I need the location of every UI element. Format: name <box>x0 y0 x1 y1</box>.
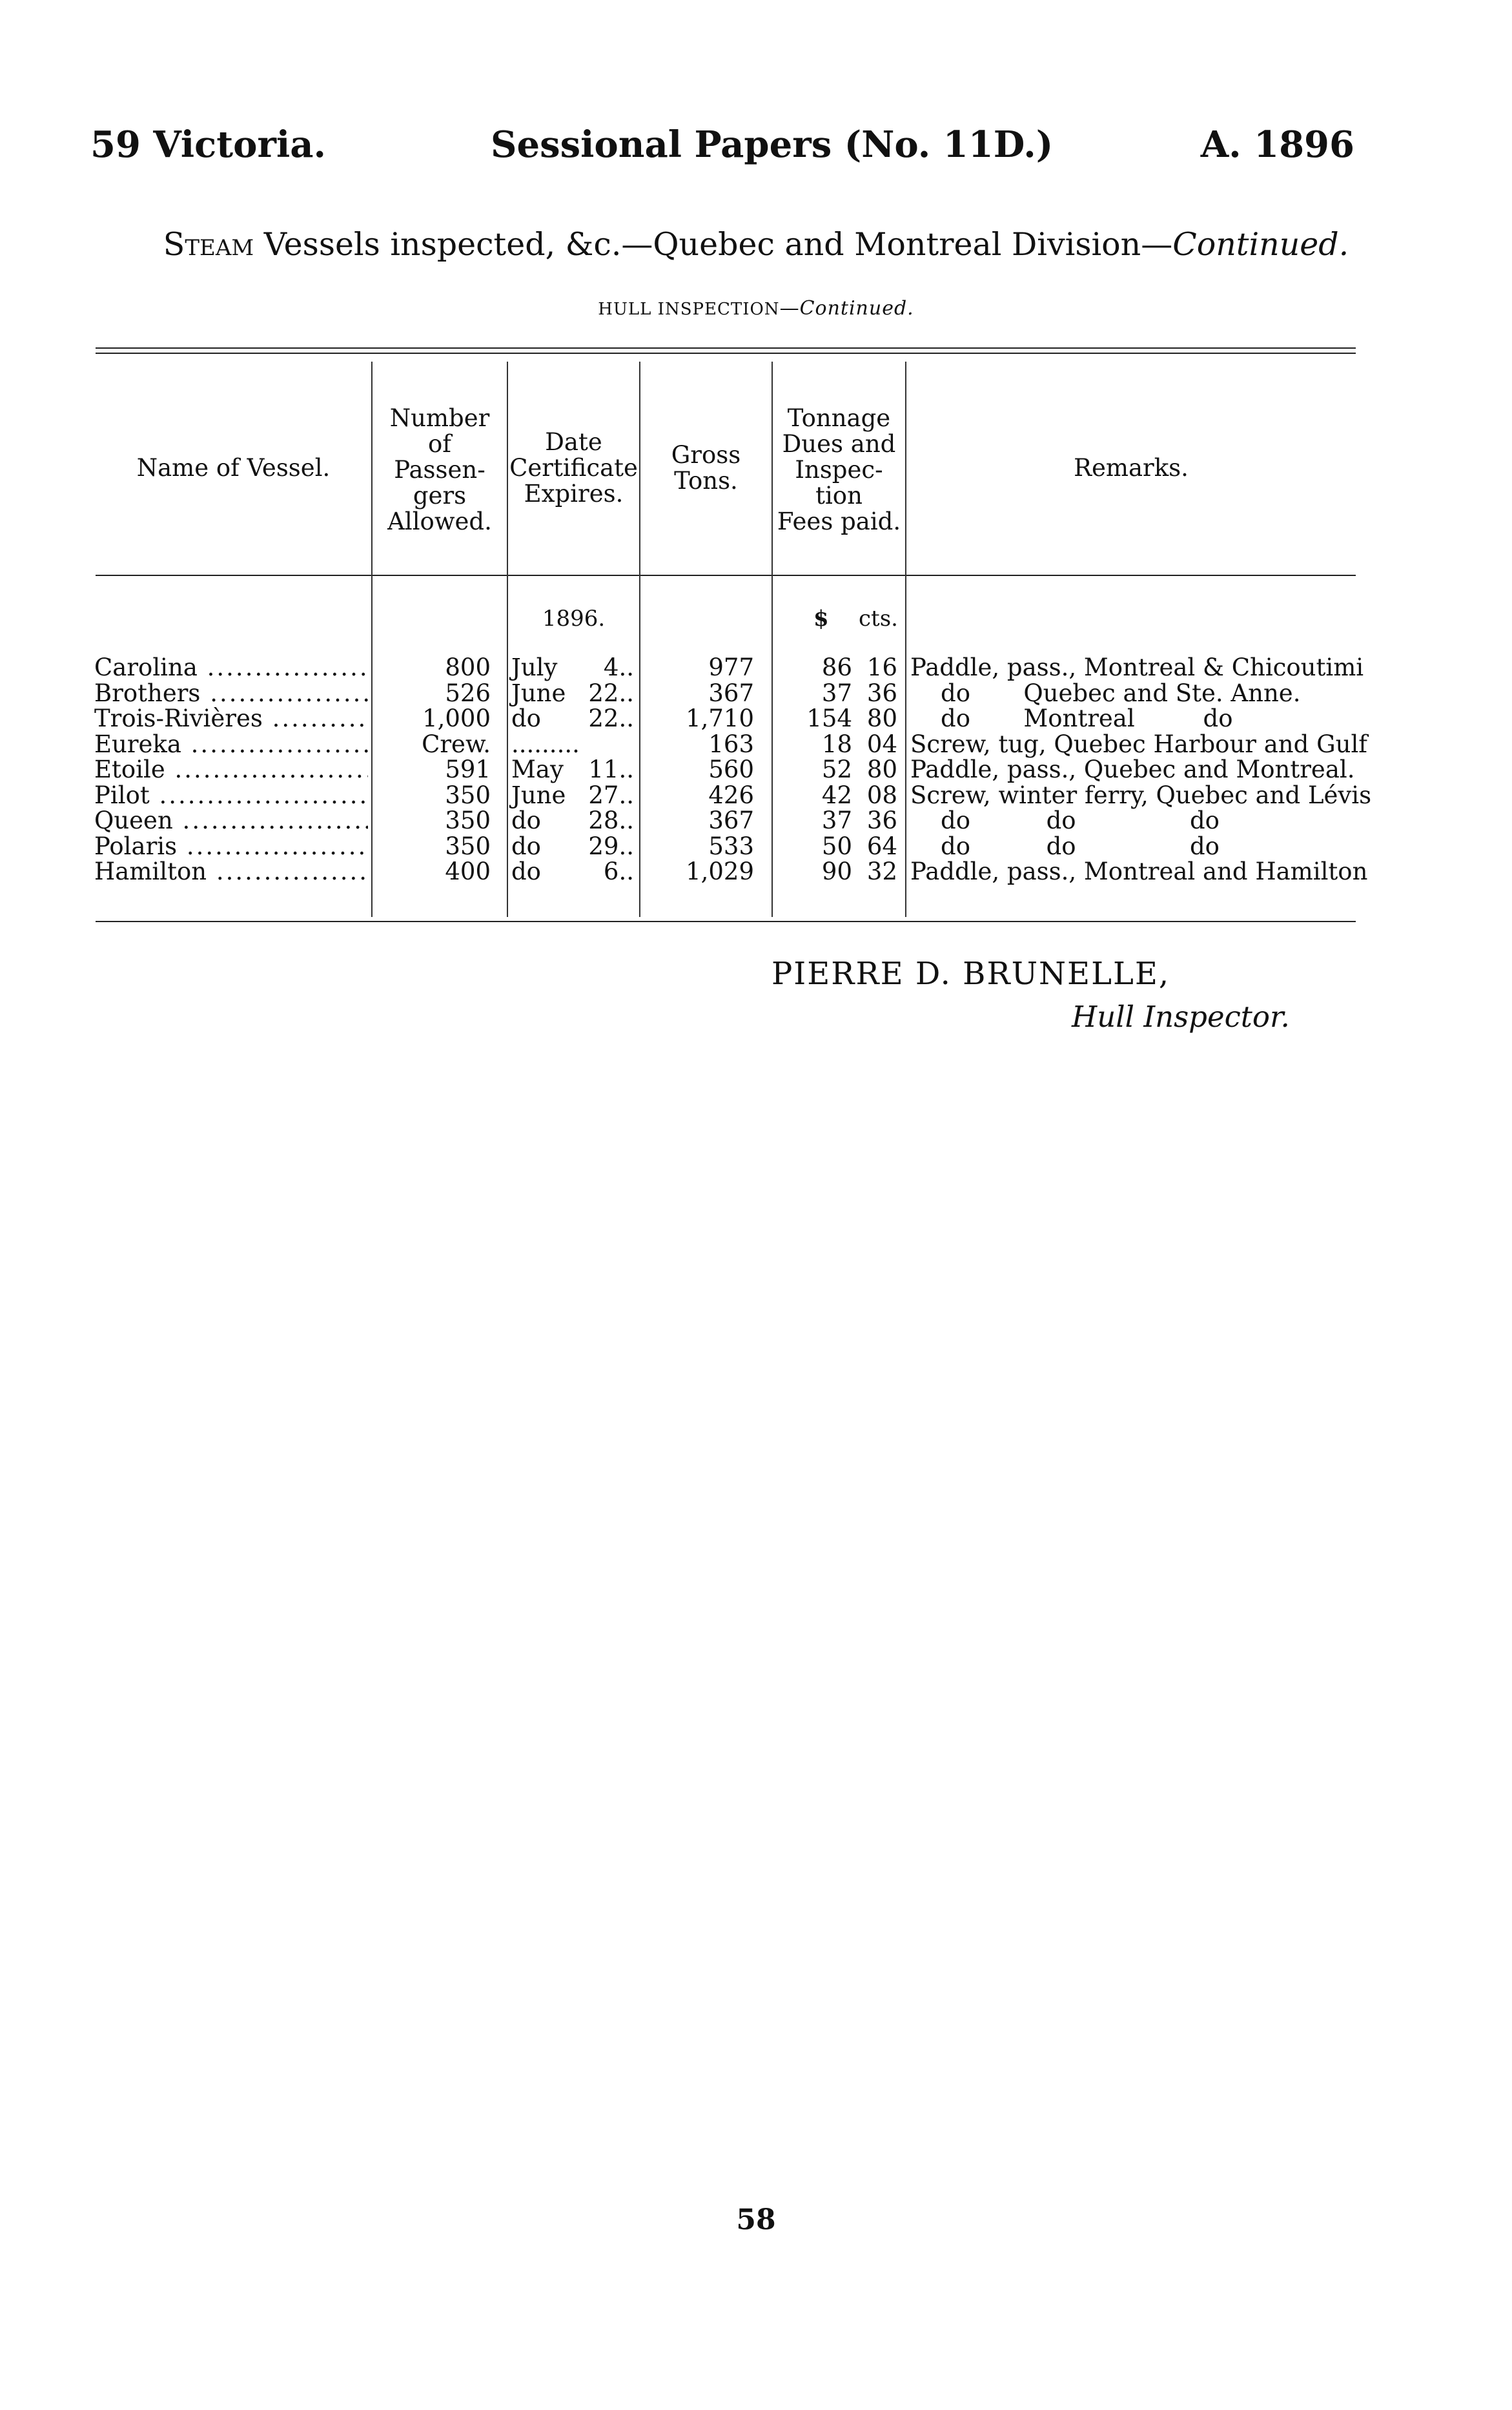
table-row <box>0 732 1512 757</box>
certificate-day: 4.. <box>603 654 634 681</box>
vessel-name-text: Hamilton ..... <box>94 859 368 885</box>
vessel-name-text: Trois-Rivières ..... <box>94 706 368 732</box>
gross-tons: 163 <box>708 730 754 758</box>
remarks-cell: Paddle, pass., Quebec and Montreal. <box>910 756 1355 783</box>
passengers-allowed: 1,000 <box>422 705 491 732</box>
subtitle-sep: — <box>779 297 800 320</box>
passengers-allowed: 350 <box>445 807 491 834</box>
certificate-day: 28.. <box>588 807 634 834</box>
fees-cents: 80 <box>866 756 897 783</box>
page-number: 58 <box>736 2203 776 2236</box>
header-tonnage-dues: Tonnage Dues and Inspec- tion Fees paid. <box>777 404 901 535</box>
fees-dollars: 18 <box>821 730 852 758</box>
gross-tons: 977 <box>708 654 754 681</box>
gross-tons: 1,029 <box>686 858 754 885</box>
remarks-cell: Screw, tug, Quebec Harbour and Gulf <box>910 730 1367 758</box>
certificate-day: 22.. <box>588 705 634 732</box>
remarks-cell: do Montreal do <box>910 705 1233 732</box>
fees-dollars: 42 <box>821 781 852 809</box>
passengers-allowed: 350 <box>445 781 491 809</box>
vessel-name <box>94 834 368 860</box>
certificate-month: do <box>511 858 541 885</box>
certificate-month: do <box>511 832 541 860</box>
vessel-name-text: Pilot ..... <box>94 783 368 808</box>
table-row <box>0 783 1512 808</box>
remarks-cell: do do do <box>910 832 1220 860</box>
header-date-certificate-expires: Date Certificate Expires. <box>509 428 638 508</box>
gross-tons: 367 <box>708 807 754 834</box>
vessel-name <box>94 757 368 783</box>
remarks-cell: Paddle, pass., Montreal and Hamilton <box>910 858 1368 885</box>
vessel-name-text: Carolina ..... <box>94 655 368 681</box>
certificate-month: ......... <box>511 730 580 758</box>
passengers-allowed: Crew. <box>422 730 491 758</box>
gross-tons: 560 <box>708 756 754 783</box>
fees-dollars: 50 <box>821 832 852 860</box>
vessel-name <box>94 859 368 885</box>
vessel-name-text: Brothers ..... <box>94 681 368 706</box>
table-bottom-rule <box>96 921 1356 922</box>
table-row <box>0 808 1512 834</box>
signature-title: Hull Inspector. <box>1072 1000 1290 1034</box>
subtitle-continued: Continued. <box>799 297 914 320</box>
remarks-cell: Screw, winter ferry, Quebec and Lévis <box>910 781 1372 809</box>
vessel-name-text: Queen ..... <box>94 808 368 834</box>
certificate-day: 11.. <box>588 756 634 783</box>
vessel-name <box>94 655 368 681</box>
header-remarks: Remarks. <box>1074 454 1189 482</box>
fees-dollars: 90 <box>821 858 852 885</box>
vessel-name-text: Eureka ..... <box>94 732 368 757</box>
certificate-month: May <box>511 756 564 783</box>
fees-dollars: 37 <box>821 679 852 707</box>
table-subtitle <box>0 297 1512 320</box>
table-row <box>0 834 1512 860</box>
fees-cents: 64 <box>866 832 897 860</box>
vessel-name <box>94 783 368 808</box>
vessel-name-text: Etoile ..... <box>94 757 368 783</box>
dollar-unit: $ <box>813 606 829 632</box>
passengers-allowed: 800 <box>445 654 491 681</box>
title-main: Vessels inspected, &c.—Quebec and Montreal Division— <box>254 226 1173 263</box>
signature-name: PIERRE D. BRUNELLE, <box>771 956 1170 992</box>
fees-cents: 36 <box>866 679 897 707</box>
fees-dollars: 154 <box>806 705 852 732</box>
fees-dollars: 86 <box>821 654 852 681</box>
running-head-papers: Sessional Papers (No. 11D.) <box>491 123 1054 166</box>
certificate-month: June <box>511 781 566 809</box>
fees-cents: 16 <box>866 654 897 681</box>
table-row <box>0 706 1512 732</box>
certificate-day: 22.. <box>588 679 634 707</box>
table-title <box>0 226 1512 264</box>
table-row <box>0 655 1512 681</box>
running-head-year: A. 1896 <box>1200 123 1354 166</box>
certificate-day: 6.. <box>603 858 634 885</box>
fees-cents: 04 <box>866 730 897 758</box>
fees-cents: 80 <box>866 705 897 732</box>
gross-tons: 367 <box>708 679 754 707</box>
fees-cents: 08 <box>866 781 897 809</box>
year-label: 1896. <box>542 606 606 632</box>
certificate-month: do <box>511 807 541 834</box>
vessel-name-text: Polaris ..... <box>94 834 368 860</box>
remarks-cell: do Quebec and Ste. Anne. <box>910 679 1301 707</box>
header-bottom-rule <box>96 575 1356 576</box>
running-head-session: 59 Victoria. <box>90 123 327 166</box>
title-continued: Continued. <box>1172 226 1349 263</box>
table-top-rule <box>96 347 1356 349</box>
gross-tons: 426 <box>708 781 754 809</box>
certificate-day: 27.. <box>588 781 634 809</box>
remarks-cell: do do do <box>910 807 1220 834</box>
vessel-name <box>94 706 368 732</box>
header-name-of-vessel: Name of Vessel. <box>136 454 331 482</box>
cents-unit: cts. <box>859 606 898 632</box>
gross-tons: 1,710 <box>686 705 754 732</box>
fees-dollars: 52 <box>821 756 852 783</box>
table-row <box>0 859 1512 885</box>
header-gross-tons: Gross Tons. <box>671 441 741 495</box>
certificate-month: June <box>511 679 566 707</box>
vessel-name <box>94 808 368 834</box>
table-top-rule-double <box>96 353 1356 354</box>
vessel-name <box>94 732 368 757</box>
passengers-allowed: 350 <box>445 832 491 860</box>
fees-dollars: 37 <box>821 807 852 834</box>
fees-cents: 36 <box>866 807 897 834</box>
passengers-allowed: 400 <box>445 858 491 885</box>
vessel-name <box>94 681 368 706</box>
passengers-allowed: 591 <box>445 756 491 783</box>
passengers-allowed: 526 <box>445 679 491 707</box>
certificate-day: 29.. <box>588 832 634 860</box>
table-row <box>0 757 1512 783</box>
gross-tons: 533 <box>708 832 754 860</box>
certificate-month: July <box>511 654 558 681</box>
table-row <box>0 681 1512 706</box>
certificate-month: do <box>511 705 541 732</box>
title-lead: Steam <box>163 226 254 263</box>
fees-cents: 32 <box>866 858 897 885</box>
header-passengers-allowed: Number of Passen- gers Allowed. <box>387 404 492 535</box>
remarks-cell: Paddle, pass., Montreal & Chicoutimi <box>910 654 1364 681</box>
subtitle-lead: HULL INSPECTION <box>598 300 780 319</box>
